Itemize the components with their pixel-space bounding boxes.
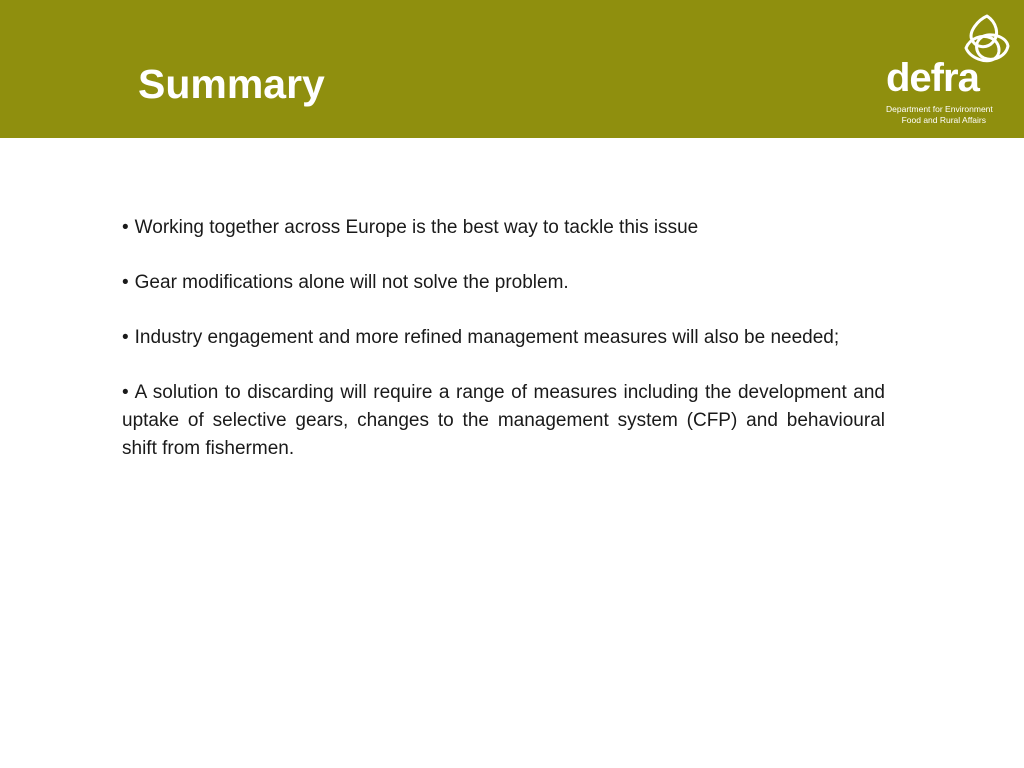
bullet-item	[122, 379, 885, 463]
defra-logo	[884, 12, 1014, 127]
bullet-item	[122, 214, 885, 242]
bullet-marker: •	[122, 217, 129, 238]
bullet-text: A solution to discarding will require a range of measures including the development and uptake of selective gears, changes to the management system (CFP) and behavioural shift from fishermen.	[122, 382, 885, 459]
bullet-marker: •	[122, 272, 129, 293]
bullet-text: Working together across Europe is the best way to tackle this issue	[134, 217, 699, 238]
slide-title: Summary	[138, 61, 325, 107]
logo-tagline-line1: Department for Environment	[886, 104, 993, 114]
bullet-marker: •	[122, 327, 129, 348]
bullet-text: Industry engagement and more refined management measures will also be needed;	[134, 327, 840, 348]
logo-tagline-line2: Food and Rural Affairs	[901, 115, 986, 125]
logo-tagline	[886, 104, 993, 126]
bullet-text: Gear modifications alone will not solve the problem.	[134, 272, 569, 293]
bullet-list	[122, 214, 885, 490]
bullet-item	[122, 269, 885, 297]
header-bar	[0, 0, 1024, 138]
bullet-marker: •	[122, 382, 129, 403]
logo-wordmark: defra	[886, 56, 979, 100]
bullet-item	[122, 324, 885, 352]
